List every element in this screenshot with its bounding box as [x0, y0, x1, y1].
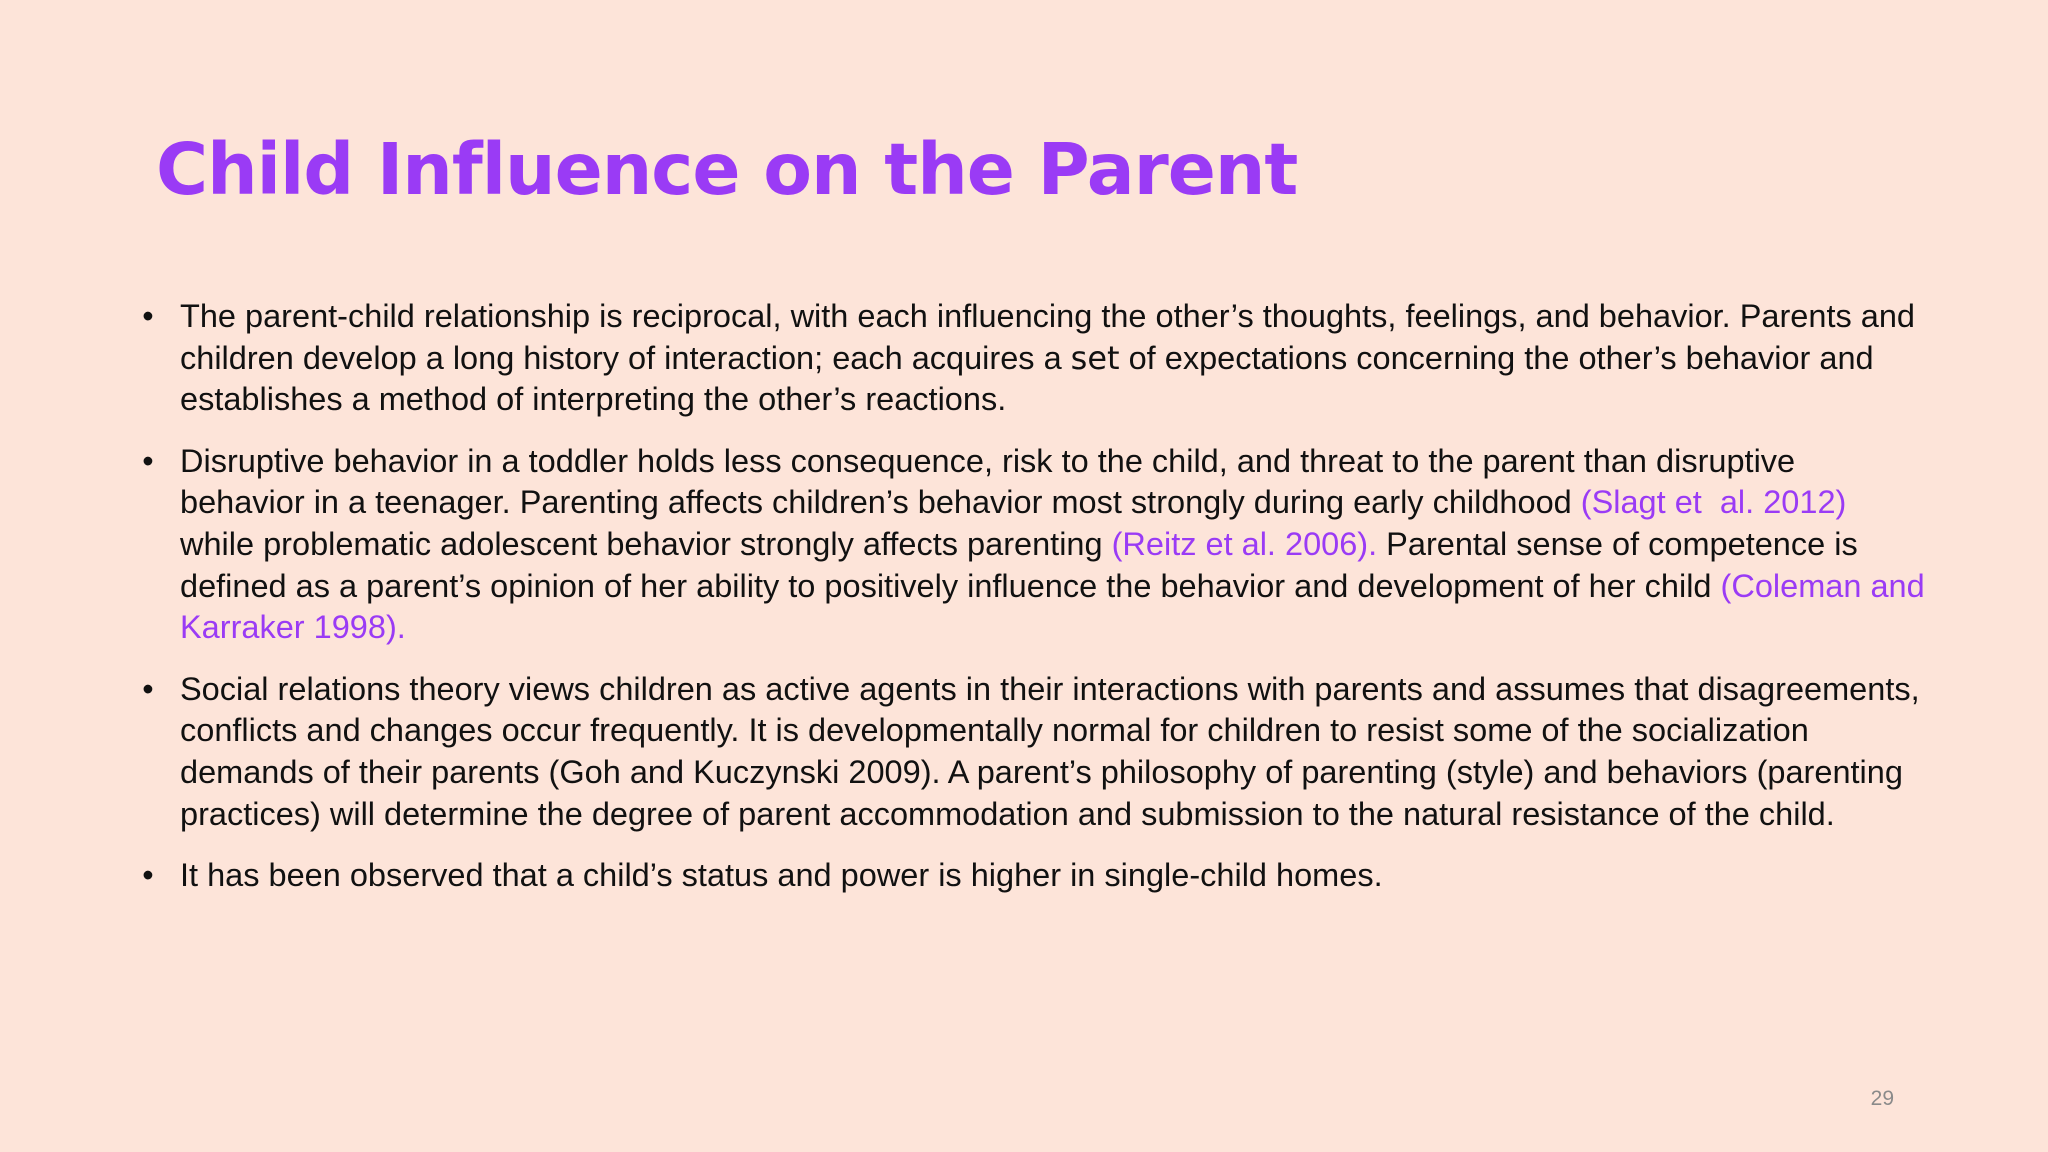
text-run: of expectations concerning the other’s behavior and establishes a method of interpreting the other’s reactions.: [180, 339, 1874, 418]
slide-title: Child Influence on the Parent: [156, 128, 1298, 211]
bullet-marker: •: [142, 857, 154, 894]
citation: (Slagt et al. 2012): [1580, 484, 1847, 521]
text-run: The parent-child relationship is reciprocal, with each influencing the other’s thoughts, feelings, and behavior. Parents and children develop a long history of interaction; each acquires a: [180, 298, 1915, 376]
bullet-list: [138, 296, 1928, 917]
bullet-item: [138, 441, 1928, 649]
bullet-item: [138, 296, 1928, 421]
text-run: Social relations theory views children as active agents in their interactions with parents and assumes that disagreements, conflicts and changes occur frequently. It is developmentally normal for children to resist some of the socialization demands of their parents (Goh and Kuczynski 2009). A parent’s philosophy of parenting (style) and behaviors (parenting practices) will determine the degree of parent accommodation and submission to the natural resistance of the child.: [180, 670, 1920, 832]
citation: (Coleman and Karraker 1998).: [180, 567, 1925, 646]
text-run: Disruptive behavior in a toddler holds less consequence, risk to the child, and threat to the parent than disruptive behavior in a teenager. Parenting affects children’s behavior most strongly during early childhood: [180, 442, 1796, 521]
page-number: 29: [1870, 1087, 1894, 1110]
bullet-text: [180, 857, 1383, 893]
bullet-text: [180, 443, 1925, 645]
bullet-text: [180, 298, 1915, 417]
text-run: set: [1070, 338, 1120, 377]
bullet-marker: •: [142, 442, 154, 479]
text-run: It has been observed that a child’s status and power is higher in single-child homes.: [180, 857, 1383, 894]
bullet-item: [138, 669, 1928, 835]
text-run: while problematic adolescent behavior strongly affects parenting: [180, 525, 1112, 562]
bullet-marker: •: [142, 298, 154, 334]
bullet-item: [138, 855, 1928, 897]
citation: (Reitz et al. 2006).: [1111, 525, 1378, 562]
bullet-text: [180, 671, 1920, 832]
text-run: Parental sense of competence is defined as a parent’s opinion of her ability to positively influence the behavior and development of her child: [180, 525, 1858, 604]
bullet-marker: •: [142, 670, 154, 707]
